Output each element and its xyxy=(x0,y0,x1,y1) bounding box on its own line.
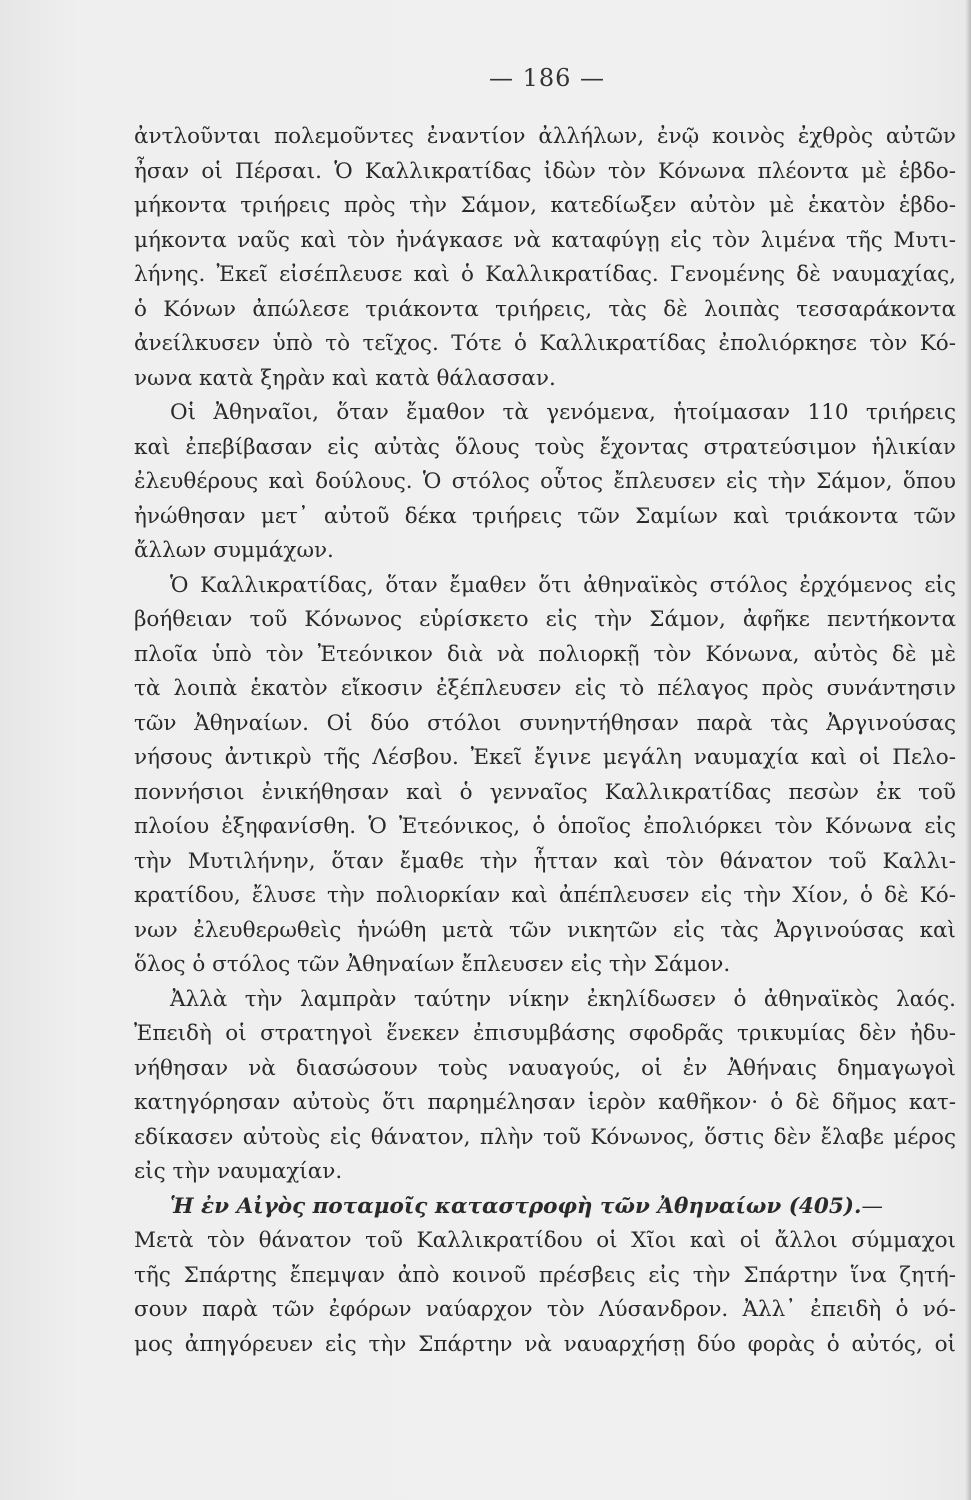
paragraph-start-line: Οἱ Ἀθηναῖοι, ὅταν ἔμαθον τὰ γενόμενα, ἡτοίμασαν 110 τριήρεις xyxy=(170,400,956,425)
text-line: ὁ Κόνων ἀπώλεσε τριάκοντα τριήρεις, τὰς δὲ λοιπὰς τεσσαράκοντα xyxy=(134,296,956,322)
section-heading: Ἡ ἐν Αἰγὸς ποταμοῖς καταστροφὴ τῶν Ἀθηναίων (405). xyxy=(170,1193,862,1219)
text-line: εἰς τὴν ναυμαχίαν. xyxy=(134,1159,343,1184)
text-line: νήθησαν νὰ διασώσουν τοὺς ναυαγούς, οἱ ἐν Ἀθήναις δημαγωγοὶ xyxy=(134,1055,956,1081)
text-line: εδίκασεν αὐτοὺς εἰς θάνατον, πλὴν τοῦ Κόνωνος, ὅστις δὲν ἔλαβε μέρος xyxy=(134,1124,956,1150)
text-line: νων ἐλευθερωθεὶς ἡνώθη μετὰ τῶν νικητῶν εἰς τὰς Ἀργινούσας καὶ xyxy=(134,917,956,943)
text-line: τῶν Ἀθηναίων. Οἱ δύο στόλοι συνηντήθησαν παρὰ τὰς Ἀργινούσας xyxy=(134,710,956,736)
text-line: κατηγόρησαν αὐτοὺς ὅτι παρημέλησαν ἱερὸν καθῆκον· ὁ δὲ δῆμος κατ- xyxy=(134,1090,956,1115)
text-line: μήκοντα ναῦς καὶ τὸν ἠνάγκασε νὰ καταφύγῃ εἰς τὸν λιμένα τῆς Μυτι- xyxy=(134,227,956,253)
text-line: ὅλος ὁ στόλος τῶν Ἀθηναίων ἔπλευσεν εἰς τὴν Σάμον. xyxy=(134,952,731,977)
text-line: ἠνώθησαν μετ᾽ αὐτοῦ δέκα τριήρεις τῶν Σαμίων καὶ τριάκοντα τῶν xyxy=(134,503,956,529)
text-line: τὰ λοιπὰ ἑκατὸν εἴκοσιν ἐξέπλευσεν εἰς τὸ πέλαγος πρὸς συνάντησιν xyxy=(134,676,956,701)
text-line: ἄλλων συμμάχων. xyxy=(134,538,334,563)
text-line: λήνης. Ἐκεῖ εἰσέπλευσε καὶ ὁ Καλλικρατίδας. Γενομένης δὲ ναυμαχίας, xyxy=(134,262,956,287)
text-line: πλοῖα ὑπὸ τὸν Ἐτεόνικον διὰ νὰ πολιορκῇ τὸν Κόνωνα, αὐτὸς δὲ μὲ xyxy=(134,641,956,667)
text-line: καὶ ἐπεβίβασαν εἰς αὐτὰς ὅλους τοὺς ἔχοντας στρατεύσιμον ἡλικίαν xyxy=(134,434,956,460)
page-number: — 186 — xyxy=(488,64,606,92)
text-line: ἀνείλκυσεν ὑπὸ τὸ τεῖχος. Τότε ὁ Καλλικρατίδας ἐπολιόρκησε τὸν Κό- xyxy=(134,331,956,356)
text-line: ἐλευθέρους καὶ δούλους. Ὁ στόλος οὗτος ἔπλευσεν εἰς τὴν Σάμον, ὅπου xyxy=(134,469,956,494)
text-line: νήσους ἀντικρὺ τῆς Λέσβου. Ἐκεῖ ἔγινε μεγάλη ναυμαχία καὶ οἱ Πελο- xyxy=(134,745,956,770)
text-line: πλοίου ἐξηφανίσθη. Ὁ Ἐτεόνικος, ὁ ὁποῖος ἐπολιόρκει τὸν Κόνωνα εἰς xyxy=(134,814,956,839)
text-line: ἦσαν οἱ Πέρσαι. Ὁ Καλλικρατίδας ἰδὼν τὸν Κόνωνα πλέοντα μὲ ἑβδο- xyxy=(134,158,956,184)
text-line: ἀντλοῦνται πολεμοῦντες ἐναντίον ἀλλήλων, ἐνῷ κοινὸς ἐχθρὸς αὐτῶν xyxy=(134,124,956,149)
text-line: κρατίδου, ἔλυσε τὴν πολιορκίαν καὶ ἀπέπλευσεν εἰς τὴν Χίον, ὁ δὲ Κό- xyxy=(134,883,956,908)
text-line: Μετὰ τὸν θάνατον τοῦ Καλλικρατίδου οἱ Χῖοι καὶ οἱ ἄλλοι σύμμαχοι xyxy=(134,1228,956,1253)
page-edge-shadow xyxy=(965,0,971,1500)
text-line: νωνα κατὰ ξηρὰν καὶ κατὰ θάλασσαν. xyxy=(134,365,556,391)
text-line: ποννήσιοι ἐνικήθησαν καὶ ὁ γενναῖος Καλλικρατίδας πεσὼν ἐκ τοῦ xyxy=(134,779,956,805)
body-text xyxy=(134,120,956,1362)
text-line: τὴν Μυτιλήνην, ὅταν ἔμαθε τὴν ἧτταν καὶ τὸν θάνατον τοῦ Καλλι- xyxy=(134,848,956,874)
text-line: Ἐπειδὴ οἱ στρατηγοὶ ἕνεκεν ἐπισυμβάσης σφοδρᾶς τρικυμίας δὲν ἠδυ- xyxy=(134,1021,956,1046)
text-line: μος ἀπηγόρευεν εἰς τὴν Σπάρτην νὰ ναυαρχήσῃ δύο φορὰς ὁ αὐτός, οἱ xyxy=(134,1331,956,1357)
text-line: βοήθειαν τοῦ Κόνωνος εὑρίσκετο εἰς τὴν Σάμον, ἀφῆκε πεντήκοντα xyxy=(134,607,956,632)
heading-dash: — xyxy=(861,1193,883,1219)
text-line: σουν παρὰ τῶν ἐφόρων ναύαρχον τὸν Λύσανδρον. Ἀλλ᾽ ἐπειδὴ ὁ νό- xyxy=(134,1297,956,1322)
text-line: μήκοντα τριήρεις πρὸς τὴν Σάμον, κατεδίωξεν αὐτὸν μὲ ἑκατὸν ἑβδο- xyxy=(134,193,956,218)
paragraph-start-line: Ἀλλὰ τὴν λαμπρὰν ταύτην νίκην ἐκηλίδωσεν ὁ ἀθηναϊκὸς λαός. xyxy=(170,986,956,1012)
section-heading-line xyxy=(134,1190,956,1225)
paragraph-start-line: Ὁ Καλλικρατίδας, ὅταν ἔμαθεν ὅτι ἀθηναϊκὸς στόλος ἐρχόμενος εἰς xyxy=(170,572,956,598)
text-line: τῆς Σπάρτης ἔπεμψαν ἀπὸ κοινοῦ πρέσβεις εἰς τὴν Σπάρτην ἵνα ζητή- xyxy=(134,1262,956,1288)
